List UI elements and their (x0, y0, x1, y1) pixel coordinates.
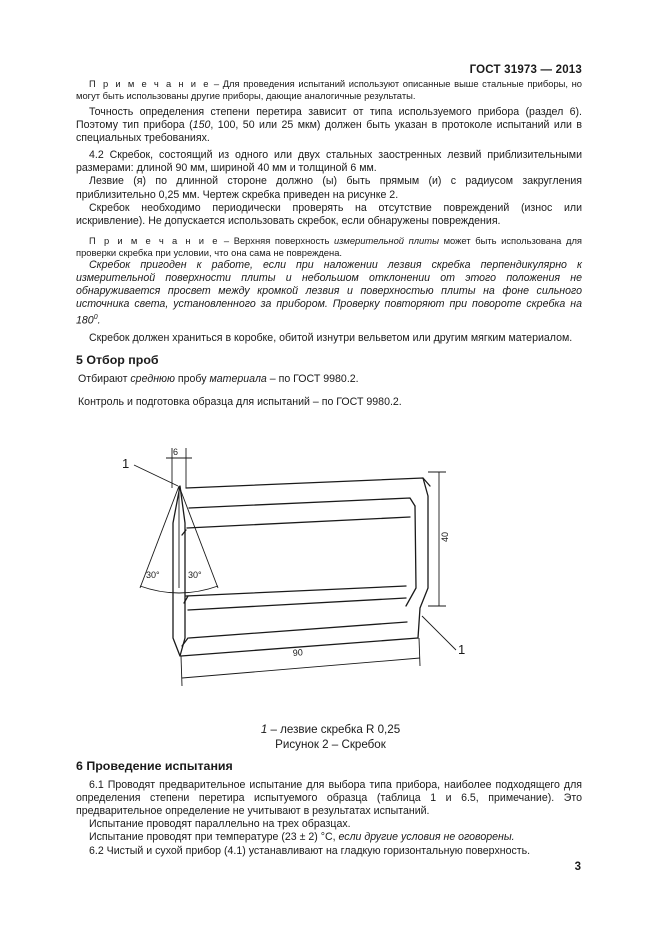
paragraph-blade: Лезвие (я) по длинной стороне должно (ы) быть прямым (и) с радиусом закругления приблизительно 0,25 мм. Чертеж скребка приведен на рисунке 2. (76, 175, 582, 201)
section-6-title: 6 Проведение испытания (76, 759, 233, 773)
leader-bottom (422, 616, 456, 650)
label-1-bottom: 1 (458, 642, 466, 657)
section-5-title: 5 Отбор проб (76, 352, 159, 367)
figure-title: Рисунок 2 – Скребок (275, 738, 386, 751)
scraper-drawing (110, 438, 570, 716)
paragraph-accuracy: Точность определения степени перетира зависит от типа используемого прибора (раздел 6). Поэтому тип прибора (150, 100, 50 или 25 мкм) должен быть указан в протоколе испытаний или в специальных требованиях. (76, 106, 583, 145)
dim-thickness: 6 (173, 447, 179, 457)
paragraph-6-2: 6.2 Чистый и сухой прибор (4.1) устанавливают на гладкую горизонтальную поверхность. (89, 844, 531, 857)
paragraph-storage: Скребок должен храниться в коробке, обитой изнутри вельветом или другим мягким материалом. (89, 331, 573, 344)
leader-top (134, 465, 178, 486)
page-number: 3 (574, 861, 581, 873)
paragraph-sampling: Отбирают среднюю пробу материала – по ГОСТ 9980.2. (78, 373, 359, 386)
section-6 (76, 760, 582, 858)
dim-length: 90 (292, 647, 304, 658)
paragraph-temperature: Испытание проводят при температуре (23 ± 2) °C, если другие условия не оговорены. (89, 831, 515, 844)
label-1-top: 1 (122, 456, 130, 471)
angle-right-label: 30° (188, 570, 202, 580)
scraper-top-edge (186, 478, 430, 488)
note-2: П р и м е ч а н и е – Верхняя поверхность измерительной плиты может быть использована для проверки скребка при условии, что она сама не повреждена. (76, 234, 582, 258)
angle-left-label: 30° (146, 570, 160, 580)
paragraph-check: Скребок необходимо периодически проверять на отсутствие повреждений (износ или искривление). Не допускается использовать скребок, если обнаружены повреждения. (76, 201, 582, 227)
figure-legend: 1 – лезвие скребка R 0,25 (260, 723, 401, 736)
dim-width: 40 (440, 531, 450, 542)
paragraph-parallel: Испытание проводят параллельно на трех образцах. (89, 818, 351, 831)
main-text (76, 78, 582, 409)
scraper-right-edge (418, 478, 428, 638)
paragraph-4-2: 4.2 Скребок, состоящий из одного или двух стальных заостренных лезвий приблизительными размерами: длиной 90 мм, шириной 40 мм и толщиной 6 мм. (76, 149, 582, 175)
paragraph-6-1: 6.1 Проводят предварительное испытание для выбора типа прибора, наиболее подходящего для определения степени перетира испытуемого образца (таблица 1 и 6.5, примечание). Это предварительное определение не учитывают в результатах испытаний. (76, 779, 582, 818)
figure-caption (0, 722, 661, 752)
paragraph-control: Контроль и подготовка образца для испытаний – по ГОСТ 9980.2. (78, 396, 402, 409)
paragraph-fitness: Скребок пригоден к работе, если при наложении лезвия скребка перпендикулярно к измерительной поверхности плиты и небольшом отклонении от этого положения не обнаруживается просвет между кромкой лезвия и поверхностью плиты на фоне сильного источника света, установленного за прибором. Проверку повторяют при повороте скребка на $180^0$. (76, 258, 582, 327)
standard-header: ГОСТ 31973 — 2013 (469, 64, 582, 76)
note-1: П р и м е ч а н и е – Для проведения испытаний используют описанные выше стальные приборы, но могут быть использованы другие приборы, дающие аналогичные результаты. (76, 78, 583, 101)
